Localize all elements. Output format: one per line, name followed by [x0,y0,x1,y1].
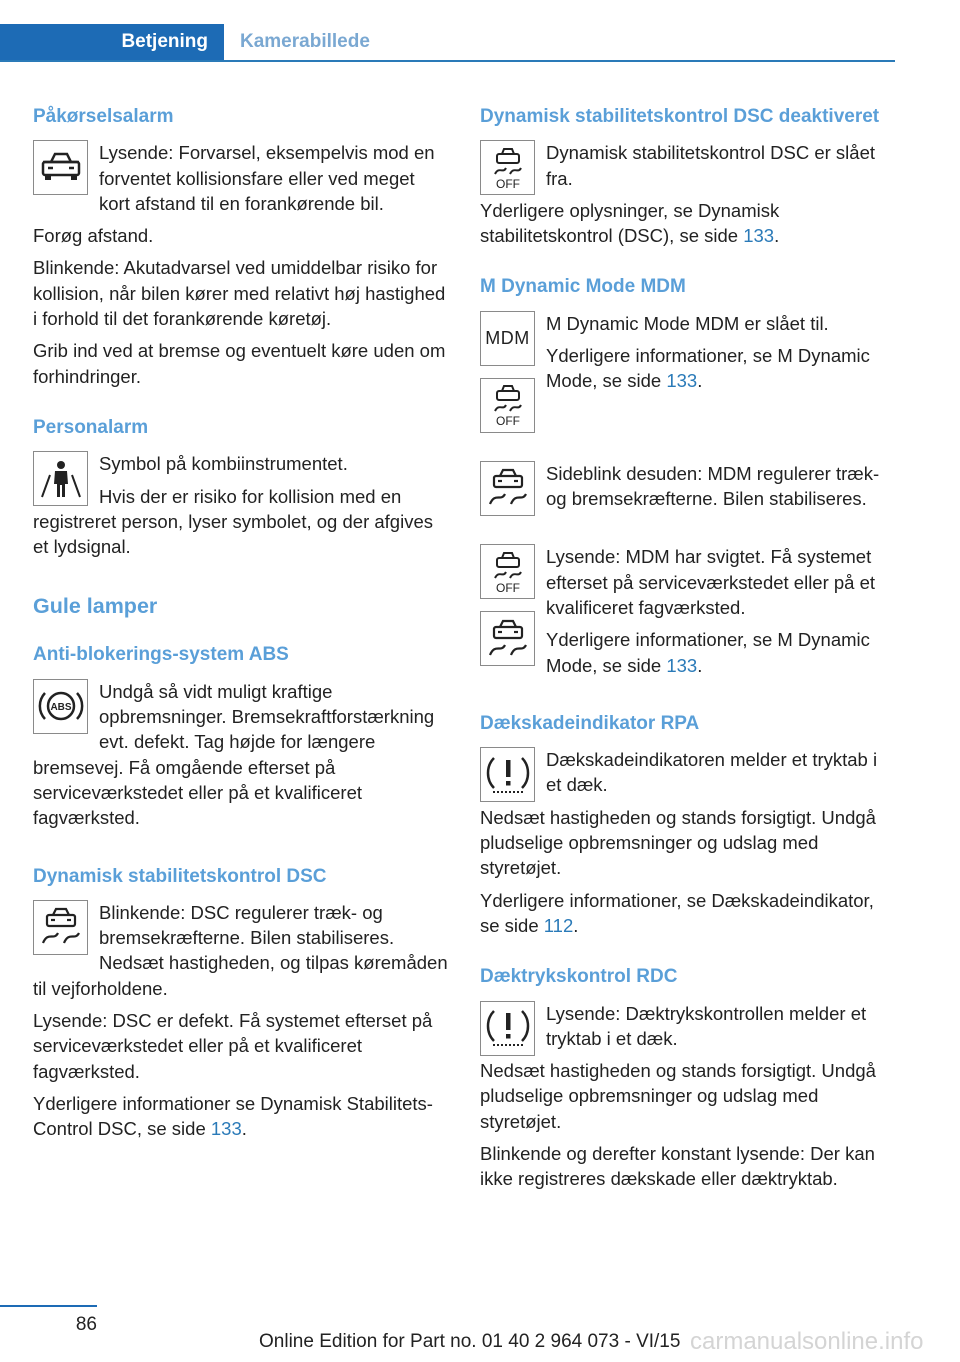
rdc-heading: Dæktrykskontrol RDC [480,966,678,988]
person-heading: Personalarm [33,416,149,438]
collision-text-2: Forøg afstand. [33,225,154,247]
dsc-off-text-1: Dynamisk stabilitetskontrol DSC er slået fra. [546,142,875,189]
abs-heading: Anti-blokerings-system ABS [33,644,289,666]
rdc-text-1: Lysende: Dæktrykskontrollen melder et tryktab i et dæk. [546,1002,867,1049]
rdc-text-2: Nedsæt hastigheden og stands forsigtigt. Undgå pludselige opbremsninger og udslag med styretøjet. [480,1060,876,1132]
dsc-skid-icon [33,900,88,955]
page-link-133[interactable]: 133 [666,370,698,392]
collision-text-3: Blinkende: Akutadvarsel ved umiddelbar risiko for kollision, når bilen kører med relativt høj hastighed i forhold til det forankørende køretøj. [33,257,446,330]
dsc-off-icon [480,544,535,599]
rpa-text-1: Dækskadeindikatoren melder et tryktab i et dæk. [546,749,878,796]
page-link-133[interactable]: 133 [743,225,775,247]
mdm-fail-icon-stack [480,544,535,668]
page-number: 86 [75,1314,97,1335]
dsc-text-3: Yderligere informationer se Dynamisk Stabilitets-Control DSC, se side 133. [33,1092,433,1140]
section-dsc-off [480,104,895,248]
section-person-warning [33,415,448,566]
right-column [480,104,895,1218]
section-dsc [33,864,448,1142]
dsc-skid-icon [480,461,535,516]
mdm-icon: MDM [480,311,535,366]
svg-text:ABS: ABS [49,702,72,714]
watermark: carmanualsonline.info [690,1328,924,1355]
mdm-text-1: M Dynamic Mode MDM er slået til. [546,312,829,334]
abs-text-1: Undgå så vidt muligt kraftige opbremsninger. Bremsekraftforstærkning evt. defekt. Tag højde for længere bremsevej. Få omgående efterset på serviceværkstedet eller på et kvalificeret fagværksted. [33,680,435,829]
tab-kamerabillede[interactable]: Kamerabillede [240,31,370,52]
abs-icon [33,679,88,734]
section-collision-warning [33,104,448,389]
collision-text-1: Lysende: Forvarsel, eksempelvis mod en forventet kollisionsfare eller ved meget kort afstand til en forankørende bil. [99,142,435,214]
svg-text:OFF: OFF [495,580,520,595]
svg-text:OFF: OFF [495,414,520,429]
section-sideblink [480,461,895,519]
mdm-text-2: Yderligere informationer, se M Dynamic Mode, se side 133. [546,345,870,392]
tire-warning-icon [480,747,535,802]
mdm-heading: M Dynamic Mode MDM [480,276,686,298]
page-link-133[interactable]: 133 [210,1118,242,1140]
left-column [33,104,448,1168]
svg-text:OFF: OFF [495,176,520,191]
section-abs [33,642,448,837]
dsc-off-icon [480,378,535,433]
person-text-2: Hvis der er risiko for kollision med en registreret person, lyser symbolet, og der afgives et lydsignal. [33,485,433,558]
mdm-icon-stack [480,311,535,435]
mdm-fail-text-1: Lysende: MDM har svigtet. Få systemet efterset på serviceværkstedet eller på et kvalificeret fagværksted. [546,546,876,618]
header-divider [0,60,895,62]
rdc-text-3: Blinkende og derefter konstant lysende: Der kan ikke registreres dækskade eller dæktryktab. [480,1143,875,1190]
page-link-112[interactable]: 112 [543,914,574,936]
page-link-133[interactable]: 133 [666,654,698,676]
section-mdm-fail [480,544,895,684]
dsc-off-text-2: Yderligere oplysninger, se Dynamisk stabilitetskontrol (DSC), se side 133. [480,199,780,247]
sideblink-text-1: Sideblink desuden: MDM regulerer træk- og bremsekræfterne. Bilen stabiliseres. [546,462,880,510]
rpa-text-2: Nedsæt hastigheden og stands forsigtigt. Undgå pludselige opbremsninger og udslag med styretøjet. [480,806,876,879]
section-mdm [480,274,895,434]
section-rpa [480,711,895,938]
yellow-lamps-heading: Gule lamper [33,594,158,619]
tab-betjening[interactable]: Betjening [0,24,224,60]
car-front-icon [33,140,88,195]
dsc-off-icon [480,140,535,195]
person-text-1: Symbol på kombiinstrumentet. [99,453,348,475]
rpa-text-3: Yderligere informationer, se Dækskadeindikator, se side 112. [480,889,874,936]
page-header [0,24,895,62]
dsc-off-heading: Dynamisk stabilitetskontrol DSC deaktiveret [480,106,880,127]
rpa-heading: Dækskadeindikator RPA [480,712,700,734]
mdm-fail-text-2: Yderligere informationer, se M Dynamic Mode, se side 133. [546,629,870,676]
collision-heading: Påkørselsalarm [33,106,174,127]
edition-text: Online Edition for Part no. 01 40 2 964 073 - VI/15 [259,1331,681,1352]
section-rdc [480,964,895,1191]
dsc-text-1: Blinkende: DSC regulerer træk- og bremsekræfterne. Bilen stabiliseres. Nedsæt hastigheden, og tilpas køremåden til vejforholdene. [33,901,448,999]
footer-divider [0,1305,97,1307]
dsc-heading: Dynamisk stabilitetskontrol DSC [33,865,327,887]
dsc-skid-icon [480,611,535,666]
dsc-text-2: Lysende: DSC er defekt. Få systemet efterset på serviceværkstedet eller på et kvalificeret fagværksted. [33,1010,433,1082]
tire-pressure-icon [480,1001,535,1056]
pedestrian-warning-icon [33,451,88,506]
collision-text-4: Grib ind ved at bremse og eventuelt køre uden om forhindringer. [33,340,446,387]
